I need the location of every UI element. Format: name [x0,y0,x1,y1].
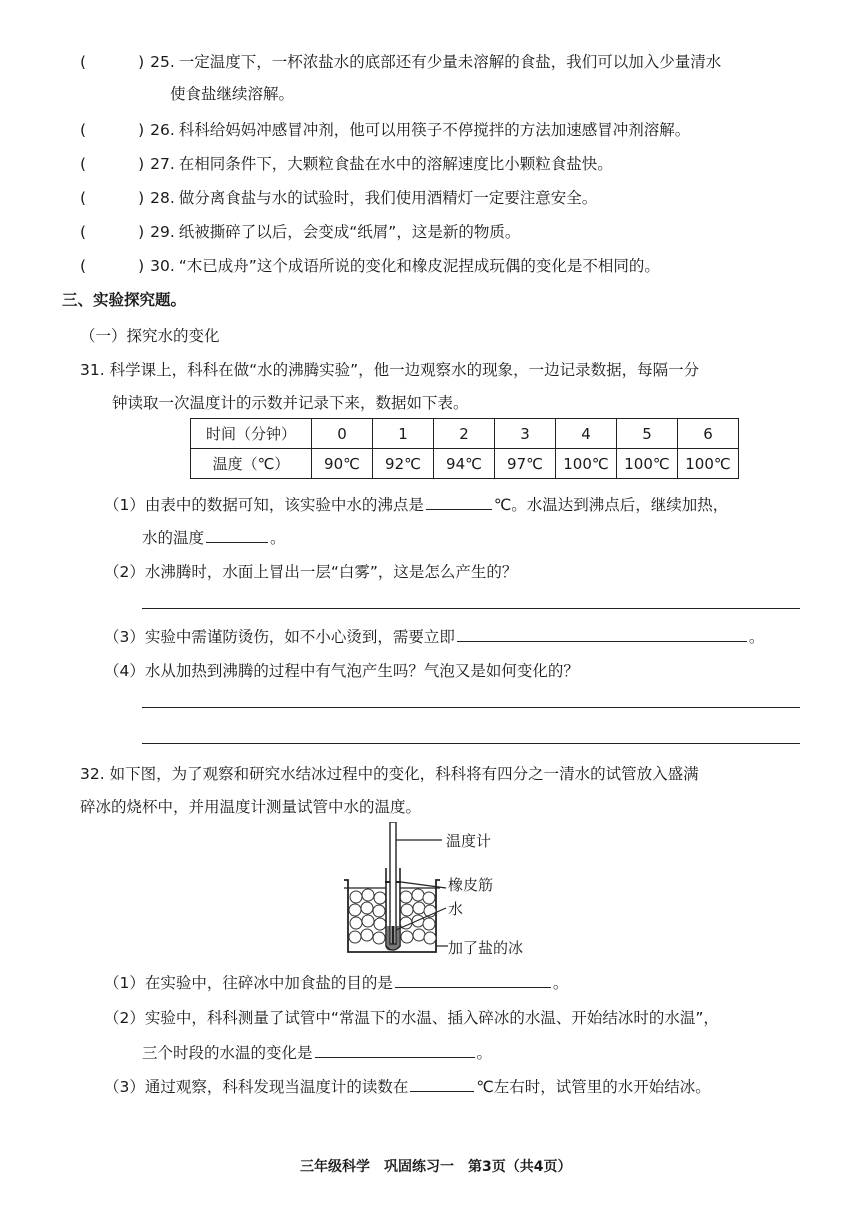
q32-part1 [104,972,568,993]
answer-paren-close: ) [138,155,145,173]
answer-paren-open: ( [80,223,87,241]
q32-intro-line1: 32. 如下图，为了观察和研究水结冰过程中的变化，科科将有四分之一清水的试管放入盛满 [80,765,699,783]
item-28 [80,188,597,208]
answer-blank[interactable] [457,626,747,642]
page-footer: 三年级科学 巩固练习一 第3页（共4页） [300,1159,572,1175]
q31-part1-cont [142,527,286,548]
q32-intro-line2: 碎冰的烧杯中，并用温度计测量试管中水的温度。 [80,798,422,816]
answer-line[interactable] [142,743,800,744]
temp-cell: 92℃ [373,449,434,479]
answer-paren-close: ) [138,257,145,275]
temp-cell: 100℃ [678,449,739,479]
temp-cell: 97℃ [495,449,556,479]
q31-part3 [104,626,764,647]
item-number: 27. [150,155,175,173]
q32-part2-text: 三个时段的水温的变化是 [142,1044,313,1062]
q31-part1-text: （1）由表中的数据可知，该实验中水的沸点是 [104,496,424,514]
q32-part1-text2: 。 [552,974,569,992]
q31-intro-line2: 钟读取一次温度计的示数并记录下来，数据如下表。 [112,394,469,412]
q31-intro-line1: 31. 科学课上，科科在做“水的沸腾实验”，他一边观察水的现象，一边记录数据，每隔一分 [80,361,700,379]
item-number: 26. [150,121,175,139]
header-time: 时间（分钟） [191,419,312,449]
q31-part4: （4）水从加热到沸腾的过程中有气泡产生吗？气泡又是如何变化的？ [104,662,579,680]
answer-blank[interactable] [426,494,492,510]
table-row-temp [191,449,739,479]
q32-part2-cont [142,1042,492,1063]
item-number: 28. [150,189,175,207]
item-text: “木已成舟”这个成语所说的变化和橡皮泥捏成玩偶的变化是不相同的。 [178,257,660,275]
label-thermometer: 温度计 [446,832,492,850]
answer-paren-open: ( [80,155,87,173]
answer-blank[interactable] [395,972,551,988]
answer-blank[interactable] [315,1042,475,1058]
answer-paren-close: ) [138,121,145,139]
item-text: 纸被撕碎了以后，会变成“纸屑”，这是新的物质。 [178,223,521,241]
q31-part1 [104,494,728,515]
answer-paren-close: ) [138,223,145,241]
q32-part3 [104,1076,711,1097]
item-text: 在相同条件下，大颗粒食盐在水中的溶解速度比小颗粒食盐快。 [178,155,613,173]
item-27 [80,154,613,174]
item-25-cont: 使食盐继续溶解。 [170,85,295,103]
item-25 [80,52,721,72]
thermometer-icon [390,822,396,944]
q32-part1-text: （1）在实验中，往碎冰中加食盐的目的是 [104,974,393,992]
temperature-table [190,418,739,479]
temp-cell: 100℃ [556,449,617,479]
q32-part3-text2: ℃左右时，试管里的水开始结冰。 [476,1078,711,1096]
temp-cell: 90℃ [312,449,373,479]
answer-paren-close: ) [138,189,145,207]
section-3-title: 三、实验探究题。 [62,291,187,309]
label-water: 水 [448,900,464,918]
item-30 [80,256,660,276]
subsection-1-title: （一）探究水的变化 [80,327,220,345]
item-number: 30. [150,257,175,275]
item-number: 25. [150,53,175,71]
q32-part2-text2: 。 [476,1044,493,1062]
item-text: 做分离食盐与水的试验时，我们使用酒精灯一定要注意安全。 [178,189,598,207]
temp-cell: 100℃ [617,449,678,479]
q31-part1-text4: 。 [270,529,286,547]
answer-paren-open: ( [80,53,87,71]
time-cell: 1 [373,419,434,449]
time-cell: 5 [617,419,678,449]
answer-blank[interactable] [206,527,268,543]
answer-paren-close: ) [138,53,145,71]
item-text: 科科给妈妈冲感冒冲剂，他可以用筷子不停搅拌的方法加速感冒冲剂溶解。 [178,121,691,139]
label-salted-ice: 加了盐的冰 [448,939,524,957]
table-row-time [191,419,739,449]
item-26 [80,120,690,140]
q31-part2: （2）水沸腾时，水面上冒出一层“白雾”，这是怎么产生的？ [104,563,518,581]
label-rubber-band: 橡皮筋 [448,876,494,894]
q31-part3-text: （3）实验中需谨防烫伤，如不小心烫到，需要立即 [104,628,455,646]
temp-cell: 94℃ [434,449,495,479]
time-cell: 0 [312,419,373,449]
q31-part1-text2: ℃。水温达到沸点后，继续加热， [493,496,729,514]
time-cell: 3 [495,419,556,449]
time-cell: 2 [434,419,495,449]
item-number: 29. [150,223,175,241]
answer-blank[interactable] [410,1076,474,1092]
q31-part3-text2: 。 [748,628,765,646]
q32-part2: （2）实验中，科科测量了试管中“常温下的水温、插入碎冰的水温、开始结冰时的水温”， [104,1009,719,1027]
answer-line[interactable] [142,707,800,708]
answer-paren-open: ( [80,189,87,207]
answer-paren-open: ( [80,121,87,139]
time-cell: 6 [678,419,739,449]
answer-line[interactable] [142,608,800,609]
answer-paren-open: ( [80,257,87,275]
item-29 [80,222,520,242]
item-text: 一定温度下，一杯浓盐水的底部还有少量未溶解的食盐，我们可以加入少量清水 [178,53,722,71]
time-cell: 4 [556,419,617,449]
header-temp: 温度（℃） [191,449,312,479]
q32-part3-text: （3）通过观察，科科发现当温度计的读数在 [104,1078,409,1096]
q31-part1-text3: 水的温度 [142,529,205,547]
